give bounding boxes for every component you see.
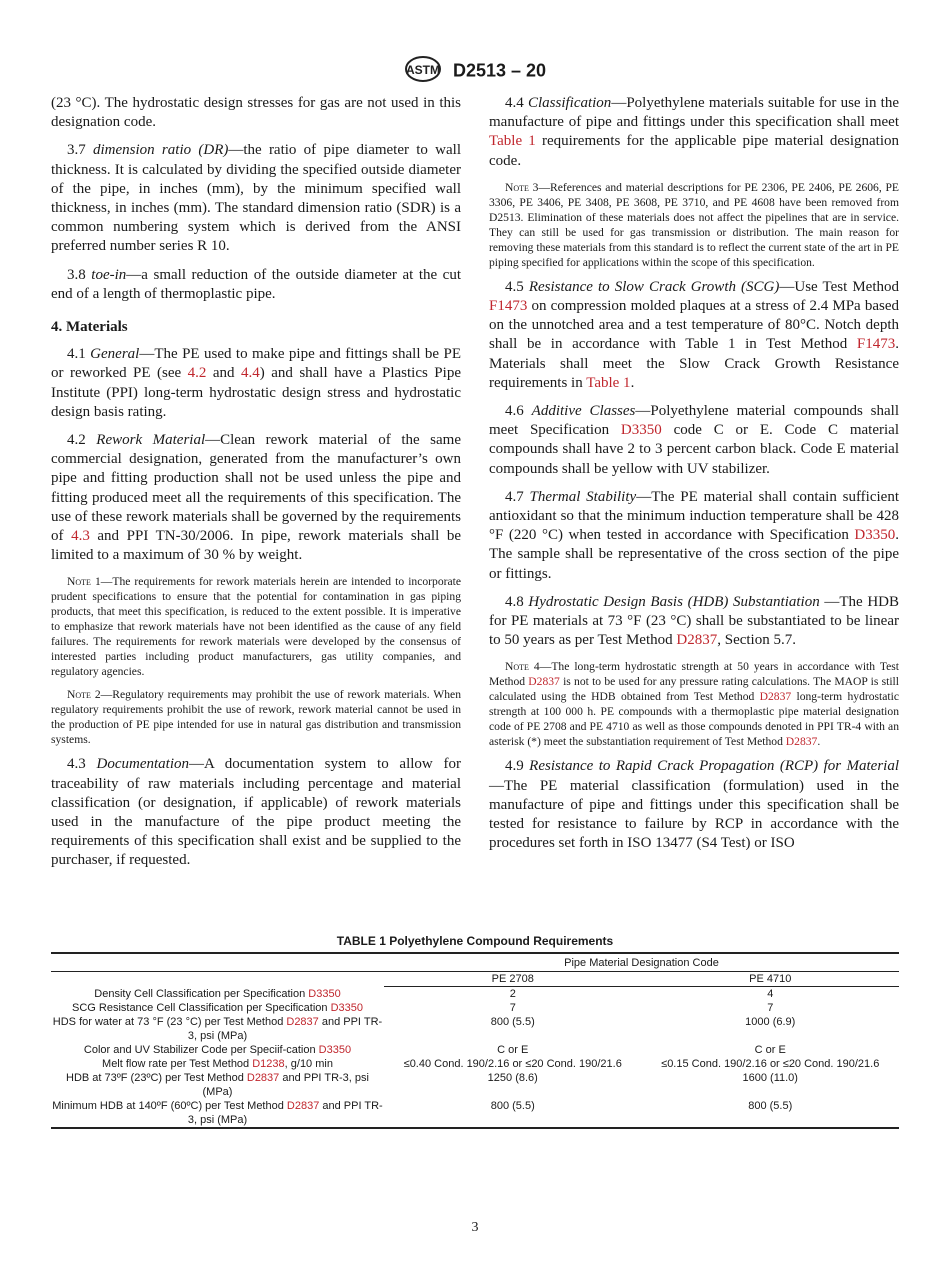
table-cell: 2 bbox=[509, 988, 516, 1000]
reference-link[interactable]: D2837 bbox=[676, 632, 718, 649]
text: and PPI TR-3, psi (MPa) bbox=[187, 1016, 383, 1042]
table-row bbox=[51, 1043, 899, 1057]
term: Additive Classes bbox=[531, 403, 636, 420]
table-cell: 1000 (6.9) bbox=[745, 1016, 796, 1028]
note-label: Note bbox=[67, 688, 91, 702]
text: —The HDB for PE materials at 73 °F (23 °C) shall be substantiated to be linear to 50 years as per Test Method bbox=[489, 593, 899, 649]
astm-logo-icon bbox=[404, 56, 442, 87]
note-label: Note bbox=[505, 660, 529, 674]
term: Thermal Stability bbox=[529, 488, 637, 505]
term: Hydrostatic Design Basis (HDB) Substantiation bbox=[528, 593, 820, 610]
note-label: Note bbox=[67, 575, 91, 589]
note bbox=[489, 659, 899, 749]
column-header: PE 4710 bbox=[642, 972, 900, 987]
text: . The sample shall be representative of the cross section of the pipe or fittings. bbox=[489, 527, 899, 582]
table-cell: 800 (5.5) bbox=[748, 1100, 793, 1112]
text: 4.9 bbox=[505, 758, 530, 775]
table-cell: 4 bbox=[767, 988, 774, 1000]
text: —The PE used to make pipe and fittings shall be PE or reworked PE (see bbox=[51, 346, 461, 382]
text: —Clean rework material of the same commercial designation, generated from the manufacturer’s own pipe and fitting production shall not be used unless the pipe and fitting produced meet all the requirements of this specification. The use of these rework materials shall be governed by the requirements of bbox=[51, 432, 461, 545]
text: 4.1 bbox=[67, 346, 91, 363]
reference-link[interactable]: D3350 bbox=[854, 527, 896, 544]
text: 3.8 bbox=[67, 266, 92, 283]
reference-link[interactable]: F1473 bbox=[489, 298, 528, 315]
term: Classification bbox=[527, 95, 612, 111]
table-cell: 800 (5.5) bbox=[490, 1100, 535, 1112]
row-label bbox=[51, 1099, 384, 1128]
reference-link[interactable]: D3350 bbox=[620, 422, 662, 439]
text: 3—References and material descriptions for PE 2306, PE 2406, PE 2606, PE 3306, PE 3406, PE 3408, PE 3608, PE 3710, and PE 4608 have been removed from D2513. Elimination of these materials does not affect the pipelines that are in service. They can still be used for gas transmission or distribution. The main reason for removing these materials from this standard is to reflect the current state of the art in PE piping specified for applications within the scope of this specification. bbox=[489, 180, 899, 269]
reference-link[interactable]: 4.3 bbox=[71, 528, 90, 545]
text: requirements for the applicable pipe material designation code. bbox=[489, 133, 899, 169]
reference-link[interactable]: D2837 bbox=[785, 735, 818, 749]
paragraph bbox=[489, 94, 899, 171]
table-row bbox=[51, 987, 899, 1002]
table-cell: 1600 (11.0) bbox=[742, 1072, 798, 1084]
text: 2—Regulatory requirements may prohibit the use of rework materials. When regulatory requirements prohibit the use of rework, rework material cannot be used in the production of PE pipe intended for use in natural gas distribution and transmission systems. bbox=[51, 688, 461, 747]
term: General bbox=[90, 346, 140, 363]
text: —Polyethylene material compounds shall meet Specification bbox=[489, 403, 900, 439]
group-header: Pipe Material Designation Code bbox=[384, 953, 899, 972]
text: code C or E. Code C material compounds shall have 2 to 3 percent carbon black. Code E material compounds shall be yellow with UV stabilizer. bbox=[489, 422, 899, 477]
paragraph bbox=[51, 94, 461, 132]
text: (23 °C). The hydrostatic design stresses for gas are not used in this designation code. bbox=[51, 95, 461, 131]
reference-link[interactable]: D3350 bbox=[318, 1044, 352, 1056]
term: Resistance to Rapid Crack Propagation (RCP) for Material bbox=[529, 758, 899, 775]
reference-link[interactable]: 4.2 bbox=[187, 365, 207, 382]
text: 4.8 bbox=[505, 593, 529, 610]
paragraph bbox=[489, 402, 899, 479]
text: —A documentation system to allow for traceability of raw materials including percentage and material classification (or designation, if applicable) of rework materials used in the manufacture of the pipe product meeting the requirements of this specification shall exist and be supplied to the purchaser, if requested. bbox=[51, 756, 461, 869]
table-row bbox=[51, 1057, 899, 1071]
paragraph bbox=[489, 593, 899, 651]
table-title: TABLE 1 Polyethylene Compound Requirements bbox=[336, 934, 614, 948]
paragraph bbox=[51, 755, 461, 870]
text: 3.7 bbox=[67, 142, 94, 159]
text: 4.6 bbox=[505, 403, 532, 420]
table-cell: 7 bbox=[509, 1002, 516, 1014]
table-row bbox=[51, 1015, 899, 1043]
reference-link[interactable]: 4.4 bbox=[240, 365, 260, 382]
text: 4.4 bbox=[505, 95, 528, 111]
paragraph bbox=[51, 431, 461, 565]
section-heading bbox=[51, 318, 461, 337]
text: SCG Resistance Cell Classification per Specification bbox=[71, 1002, 331, 1014]
paragraph bbox=[51, 141, 461, 256]
reference-link[interactable]: D2837 bbox=[286, 1016, 319, 1028]
text: , Section 5.7. bbox=[717, 632, 796, 649]
text: Color and UV Stabilizer Code per Speciif-cation bbox=[83, 1044, 319, 1056]
paragraph bbox=[51, 266, 461, 304]
text: 4.3 bbox=[67, 756, 97, 773]
reference-link[interactable]: D2837 bbox=[759, 690, 792, 704]
row-label bbox=[51, 1001, 384, 1015]
column-header: PE 2708 bbox=[384, 972, 642, 987]
text: Density Cell Classification per Specification bbox=[94, 987, 309, 1000]
page-number: 3 bbox=[471, 1220, 479, 1235]
note-label: Note bbox=[505, 180, 529, 194]
left-column bbox=[51, 94, 461, 880]
note bbox=[489, 180, 899, 270]
table-row bbox=[51, 1099, 899, 1128]
term: Rework Material bbox=[96, 432, 206, 449]
page-header bbox=[0, 56, 950, 87]
text: and PPI TR-3, psi (MPa) bbox=[202, 1072, 369, 1098]
text: Minimum HDB at 140ºF (60ºC) per Test Method bbox=[52, 1100, 287, 1112]
row-label bbox=[51, 1071, 384, 1099]
text: 4.5 bbox=[505, 278, 529, 295]
compound-requirements-table bbox=[51, 952, 899, 1129]
text: —the ratio of pipe diameter to wall thickness. It is calculated by dividing the specified outside diameter of the pipe, in inches (mm), by the minimum specified wall thickness, in inches (mm). The standard dimension ratio (SDR) is a common numbering system which is derived from the ANSI preferred number series R 10. bbox=[51, 142, 461, 255]
text: —The PE material shall contain sufficient antioxidant so that the minimum induction temperature shall be 428 °F (220 °C) when tested in accordance with Specification bbox=[489, 488, 899, 544]
text: 1—The requirements for rework materials herein are intended to incorporate prudent specifications to ensure that the potential for contamination in gas piping products, that meet this specification, is reduced to the extent possible. It is imperative to emphasize that rework materials have not been identified as the cause of any field failures. The requirements for rework materials were developed by the consensus of interested parties including product manufacturers, gas utility companies, and regulatory agencies. bbox=[51, 575, 461, 679]
note bbox=[51, 574, 461, 679]
table-cell: 800 (5.5) bbox=[490, 1016, 535, 1028]
text: and bbox=[206, 365, 241, 382]
text: HDB at 73ºF (23ºC) per Test Method bbox=[66, 1072, 247, 1084]
table-cell: C or E bbox=[754, 1044, 786, 1056]
text: —The PE material classification (formulation) used in the manufacture of pipe and fittings under this specification shall be tested for resistance to failure by RCP in accordance with the procedures set forth in ISO 13477 (S4 Test) or ISO bbox=[489, 777, 899, 852]
text: 4—The long-term hydrostatic strength at 50 years in accordance with Test Method bbox=[489, 660, 899, 689]
table-cell: 1250 (8.6) bbox=[487, 1072, 538, 1084]
reference-link[interactable]: Table 1 bbox=[586, 374, 631, 391]
text: 4.2 bbox=[67, 432, 97, 449]
term: toe-in bbox=[91, 266, 127, 283]
term: Resistance to Slow Crack Growth (SCG) bbox=[528, 278, 780, 295]
paragraph bbox=[489, 757, 899, 853]
text: and PPI TN-30/2006. In pipe, rework materials shall be limited to a maximum of 30 % by weight. bbox=[51, 528, 461, 564]
row-label bbox=[51, 1043, 384, 1057]
text: —Use Test Method bbox=[779, 278, 899, 295]
reference-link[interactable]: D2837 bbox=[246, 1072, 280, 1084]
text: on compression molded plaques at a stress of 2.4 MPa based on the unnotched area and a test temperature of 80°C. Notch depth shall be in accordance with Table 1 in Test Method bbox=[489, 298, 899, 353]
text: . bbox=[817, 735, 821, 749]
reference-link[interactable]: F1473 bbox=[856, 336, 896, 353]
paragraph bbox=[489, 278, 899, 393]
table-cell: C or E bbox=[497, 1044, 529, 1056]
term: Documentation bbox=[96, 756, 189, 773]
paragraph bbox=[489, 488, 899, 584]
reference-link[interactable]: D2837 bbox=[286, 1100, 320, 1112]
term: dimension ratio (DR) bbox=[93, 142, 229, 159]
text: HDS for water at 73 °F (23 °C) per Test Method bbox=[52, 1016, 287, 1028]
text: —a small reduction of the outside diameter at the cut end of a length of thermoplastic pipe. bbox=[51, 266, 462, 302]
right-column bbox=[489, 94, 899, 862]
text: , g/10 min bbox=[284, 1058, 333, 1070]
row-label bbox=[51, 1015, 384, 1043]
text: 4.7 bbox=[505, 488, 530, 505]
text: long-term hydrostatic strength at 100 000 h. PE compounds with a thermoplastic pipe material designation code of PE 2708 and PE 4710 as well as those compounds denoted in PPI TR-4 with an asterisk (*) meet the substantiation requirement of Test Method bbox=[489, 690, 900, 749]
table-row bbox=[51, 1001, 899, 1015]
text: is not to be used for any pressure rating calculations. The MAOP is still calculated using the HDB obtained from Test Method bbox=[489, 675, 899, 704]
reference-link[interactable]: D1238 bbox=[252, 1058, 285, 1070]
reference-link[interactable]: D2837 bbox=[528, 675, 560, 689]
paragraph bbox=[51, 345, 461, 422]
reference-link[interactable]: D3350 bbox=[330, 1002, 364, 1014]
text: . Materials shall meet the Slow Crack Growth Resistance requirements in bbox=[489, 336, 899, 391]
text: . bbox=[630, 374, 635, 391]
reference-link[interactable]: D3350 bbox=[308, 987, 341, 1000]
text: —Polyethylene materials suitable for use in the manufacture of pipe and fittings under this specification shall meet bbox=[489, 95, 899, 131]
svg-text:ASTM: ASTM bbox=[405, 63, 440, 77]
table-cell: ≤0.40 Cond. 190/2.16 or ≤20 Cond. 190/21.6 bbox=[403, 1058, 622, 1070]
note bbox=[51, 687, 461, 747]
text: ) and shall have a Plastics Pipe Institute (PPI) long-term hydrostatic design stress and hydrostatic design basis rating. bbox=[51, 365, 461, 420]
table-row bbox=[51, 1071, 899, 1099]
row-label bbox=[51, 987, 384, 1002]
reference-link[interactable]: Table 1 bbox=[489, 133, 536, 150]
text: 4. Materials bbox=[51, 319, 128, 336]
table-cell: 7 bbox=[767, 1002, 774, 1014]
designation: D2513 – 20 bbox=[452, 60, 547, 81]
row-label bbox=[51, 1057, 384, 1071]
text: Melt flow rate per Test Method bbox=[102, 1058, 253, 1070]
table-cell: ≤0.15 Cond. 190/2.16 or ≤20 Cond. 190/21.6 bbox=[661, 1058, 880, 1070]
text: and PPI TR-3, psi (MPa) bbox=[187, 1100, 383, 1126]
